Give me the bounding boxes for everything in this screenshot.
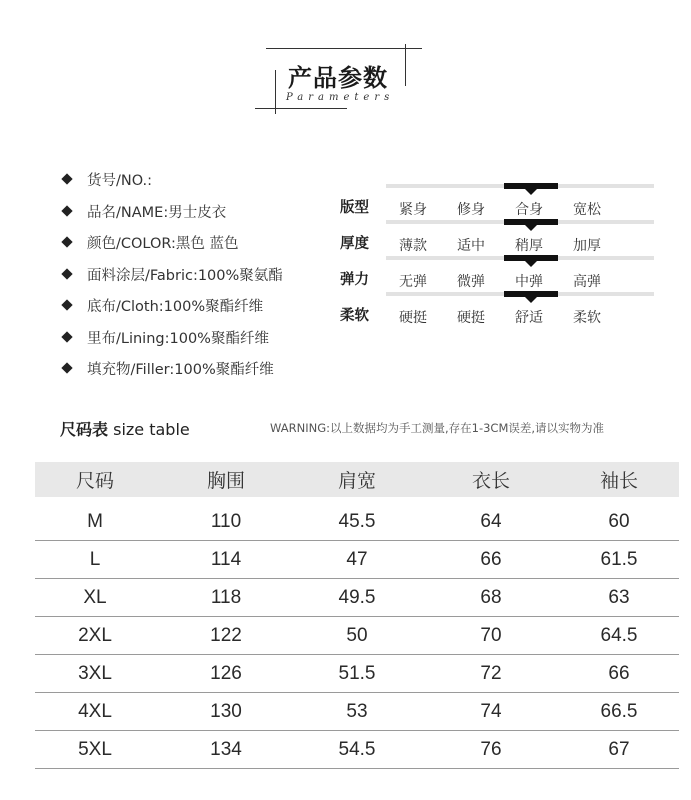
rating-row bbox=[340, 291, 640, 327]
diamond-bullet-icon bbox=[61, 205, 72, 216]
size-table-title bbox=[60, 417, 190, 440]
title-block bbox=[0, 0, 691, 130]
table-row bbox=[35, 693, 679, 731]
rating-bar bbox=[386, 220, 654, 224]
title-frame-line bbox=[266, 48, 422, 49]
table-row bbox=[35, 731, 679, 769]
rating-selected-indicator bbox=[504, 255, 558, 261]
attribute-text: 底布/Cloth:100%聚酯纤维 bbox=[87, 298, 264, 315]
table-cell: 54.5 bbox=[338, 738, 376, 760]
attribute-item bbox=[60, 326, 269, 348]
rating-option: 加厚 bbox=[573, 238, 601, 254]
attribute-text: 颜色/COLOR:黑色 蓝色 bbox=[87, 235, 239, 252]
page-subtitle: Parameters bbox=[286, 92, 395, 103]
column-header: 胸围 bbox=[206, 470, 245, 492]
table-cell: 122 bbox=[210, 624, 242, 646]
table-cell: XL bbox=[83, 586, 107, 608]
table-cell: 61.5 bbox=[600, 548, 638, 570]
rating-label: 版型 bbox=[340, 200, 369, 216]
rating-option: 高弹 bbox=[573, 274, 601, 290]
rating-row bbox=[340, 255, 640, 291]
table-header-row bbox=[35, 462, 679, 497]
rating-option: 稍厚 bbox=[515, 238, 543, 254]
attribute-text: 货号/NO.: bbox=[87, 172, 153, 189]
rating-grid bbox=[340, 183, 640, 333]
rating-selected-indicator bbox=[504, 183, 558, 189]
table-cell: M bbox=[87, 510, 103, 532]
table-cell: 2XL bbox=[78, 624, 112, 646]
title-frame-line bbox=[255, 108, 347, 109]
rating-option: 修身 bbox=[457, 202, 485, 218]
table-cell: 74 bbox=[480, 700, 502, 722]
rating-bar bbox=[386, 256, 654, 260]
table-cell: 72 bbox=[480, 662, 502, 684]
column-header: 衣长 bbox=[471, 470, 510, 492]
rating-option: 紧身 bbox=[399, 202, 427, 218]
diamond-bullet-icon bbox=[61, 236, 72, 247]
page-title: 产品参数 bbox=[288, 64, 388, 92]
column-header: 肩宽 bbox=[337, 470, 376, 492]
table-cell: 68 bbox=[480, 586, 502, 608]
table-cell: 64 bbox=[480, 510, 502, 532]
table-cell: 66 bbox=[480, 548, 502, 570]
table-row bbox=[35, 579, 679, 617]
table-cell: 126 bbox=[210, 662, 242, 684]
table-cell: 76 bbox=[480, 738, 502, 760]
rating-label: 柔软 bbox=[340, 308, 369, 324]
table-cell: 60 bbox=[608, 510, 630, 532]
table-row bbox=[35, 617, 679, 655]
attribute-item bbox=[60, 357, 274, 379]
attribute-item bbox=[60, 231, 239, 253]
table-cell: 53 bbox=[346, 700, 368, 722]
rating-row bbox=[340, 183, 640, 219]
attribute-item bbox=[60, 263, 283, 285]
rating-option: 适中 bbox=[457, 238, 485, 254]
rating-option: 舒适 bbox=[515, 310, 543, 326]
measurement-warning: WARNING:以上数据均为手工测量,存在1-3CM误差,请以实物为准 bbox=[270, 421, 605, 435]
diamond-bullet-icon bbox=[61, 362, 72, 373]
rating-option: 硬挺 bbox=[457, 310, 485, 326]
rating-option: 合身 bbox=[515, 202, 543, 218]
rating-bar bbox=[386, 184, 654, 188]
diamond-bullet-icon bbox=[61, 173, 72, 184]
table-cell: L bbox=[89, 548, 101, 570]
table-cell: 66 bbox=[608, 662, 630, 684]
rating-option: 宽松 bbox=[573, 202, 601, 218]
table-cell: 45.5 bbox=[338, 510, 376, 532]
table-cell: 47 bbox=[346, 548, 368, 570]
size-table-title-en: size table bbox=[108, 420, 190, 439]
table-cell: 4XL bbox=[78, 700, 112, 722]
column-header: 尺码 bbox=[75, 470, 114, 492]
table-cell: 49.5 bbox=[338, 586, 376, 608]
table-row bbox=[35, 503, 679, 541]
attribute-item bbox=[60, 294, 263, 316]
table-cell: 118 bbox=[210, 586, 242, 608]
rating-selected-indicator bbox=[504, 219, 558, 225]
rating-label: 厚度 bbox=[340, 236, 369, 252]
title-frame-line bbox=[405, 44, 406, 86]
rating-option: 微弹 bbox=[457, 274, 485, 290]
rating-selected-indicator bbox=[504, 291, 558, 297]
table-cell: 70 bbox=[480, 624, 502, 646]
table-cell: 3XL bbox=[78, 662, 112, 684]
attribute-text: 品名/NAME:男士皮衣 bbox=[87, 204, 227, 221]
table-cell: 67 bbox=[608, 738, 630, 760]
rating-option: 薄款 bbox=[399, 238, 427, 254]
diamond-bullet-icon bbox=[61, 331, 72, 342]
rating-row bbox=[340, 219, 640, 255]
table-cell: 50 bbox=[346, 624, 368, 646]
table-cell: 134 bbox=[210, 738, 242, 760]
rating-option: 柔软 bbox=[573, 310, 601, 326]
diamond-bullet-icon bbox=[61, 299, 72, 310]
table-row bbox=[35, 541, 679, 579]
table-cell: 51.5 bbox=[338, 662, 376, 684]
table-row bbox=[35, 655, 679, 693]
rating-option: 硬挺 bbox=[399, 310, 427, 326]
rating-label: 弹力 bbox=[340, 272, 369, 288]
table-cell: 64.5 bbox=[600, 624, 638, 646]
attribute-text: 里布/Lining:100%聚酯纤维 bbox=[87, 330, 269, 347]
attribute-item bbox=[60, 168, 152, 190]
table-cell: 130 bbox=[210, 700, 242, 722]
rating-option: 无弹 bbox=[399, 274, 427, 290]
attribute-item bbox=[60, 200, 226, 222]
rating-option: 中弹 bbox=[515, 274, 543, 290]
table-cell: 5XL bbox=[78, 738, 112, 760]
column-header: 袖长 bbox=[599, 470, 638, 492]
attribute-text: 填充物/Filler:100%聚酯纤维 bbox=[87, 361, 274, 378]
size-table-title-cn: 尺码表 bbox=[60, 420, 109, 439]
table-cell: 110 bbox=[210, 510, 242, 532]
rating-bar bbox=[386, 292, 654, 296]
table-cell: 114 bbox=[210, 548, 242, 570]
table-cell: 63 bbox=[608, 586, 630, 608]
diamond-bullet-icon bbox=[61, 268, 72, 279]
table-cell: 66.5 bbox=[600, 700, 638, 722]
attribute-text: 面料涂层/Fabric:100%聚氨酯 bbox=[87, 267, 283, 284]
